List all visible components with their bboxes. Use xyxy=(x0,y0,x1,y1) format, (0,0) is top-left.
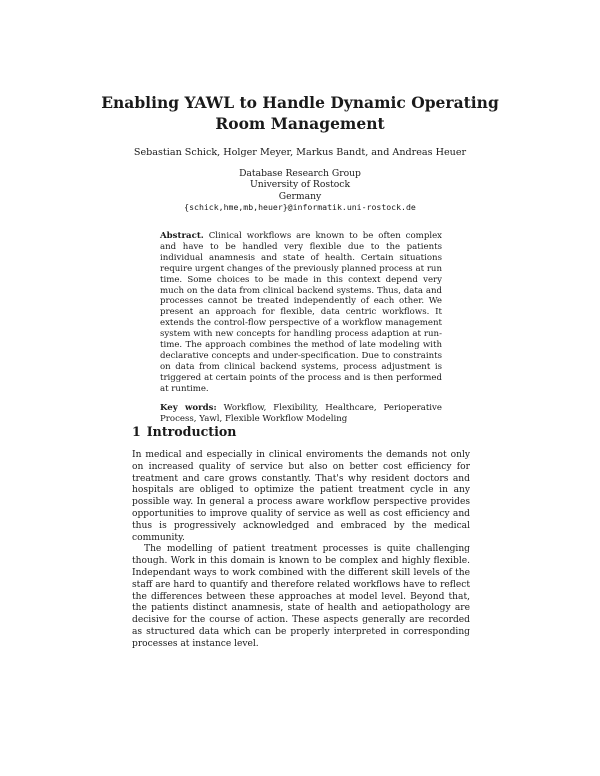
title-line-2: Room Management xyxy=(215,114,385,133)
affiliation-country: Germany xyxy=(278,190,322,202)
title-line-1: Enabling YAWL to Handle Dynamic Operating xyxy=(101,93,499,112)
keywords-paragraph xyxy=(160,403,442,425)
affiliation-university: University of Rostock xyxy=(249,179,351,191)
keywords-label: Key words: xyxy=(160,402,217,413)
section-body xyxy=(132,450,470,651)
section-heading xyxy=(132,424,236,439)
abstract-label: Abstract. xyxy=(160,231,204,241)
abstract-text: Clinical workflows are known to be often complex and have to be handled very flexible due to the patients individual anamnesis and state of health. Certain situations require urgent changes of the previously planned process at run time. Some choices to be made in this context depend very much on the data from clinical backend systems. Thus, data and processes cannot be treated independently of each other. We present an approach for flexible, data centric workflows. It extends the control-flow perspective of a workflow management system with new concepts for handling process adaption at run-time. The approach combines the method of late modeling with declarative concepts and under-specification. Due to constraints on data from clinical backend systems, process adjustment is triggered at certain points of the process and is then performed at runtime. xyxy=(160,231,443,394)
body-paragraph-1: In medical and especially in clinical enviroments the demands not only on increased quality of service but also on better cost efficiency for treatment and care grows constantly. That's why resident doctors and hospitals are obliged to optimize the patient treatment cycle in any possible way. In general a process aware workflow perspective provides opportunities to improve quality of service as well as cost efficiency and thus is progressively acknowledged and embraced by the medical community. xyxy=(132,450,470,543)
section-title: Introduction xyxy=(146,424,237,439)
affiliation-group: Database Research Group xyxy=(239,168,361,179)
paper-title xyxy=(100,92,500,134)
keywords-text: Workflow, Flexibility, Healthcare, Perioperative Process, Yawl, Flexible Workflow Modeling xyxy=(160,402,442,424)
abstract-paragraph xyxy=(160,231,442,395)
abstract-block xyxy=(160,231,442,424)
affiliation-email: {schick,hme,mb,heuer}@informatik.uni-rostock.de xyxy=(184,201,416,212)
author-list: Sebastian Schick, Holger Meyer, Markus Bandt, and Andreas Heuer xyxy=(133,147,467,158)
body-paragraph-2: The modelling of patient treatment processes is quite challenging though. Work in this domain is known to be complex and highly flexible. Independant ways to work combined with the different skill levels of the staff are hard to quantify and therefore related workflows have to reflect the differences between these approaches at model level. Beyond that, the patients distinct anamnesis, state of health and aetiopathology are decisive for the course of action. These aspects generally are recorded as structured data which can be properly interpreted in corresponding processes at instance level. xyxy=(132,544,470,649)
affiliation-block xyxy=(100,168,500,213)
section-number: 1 xyxy=(132,424,141,439)
